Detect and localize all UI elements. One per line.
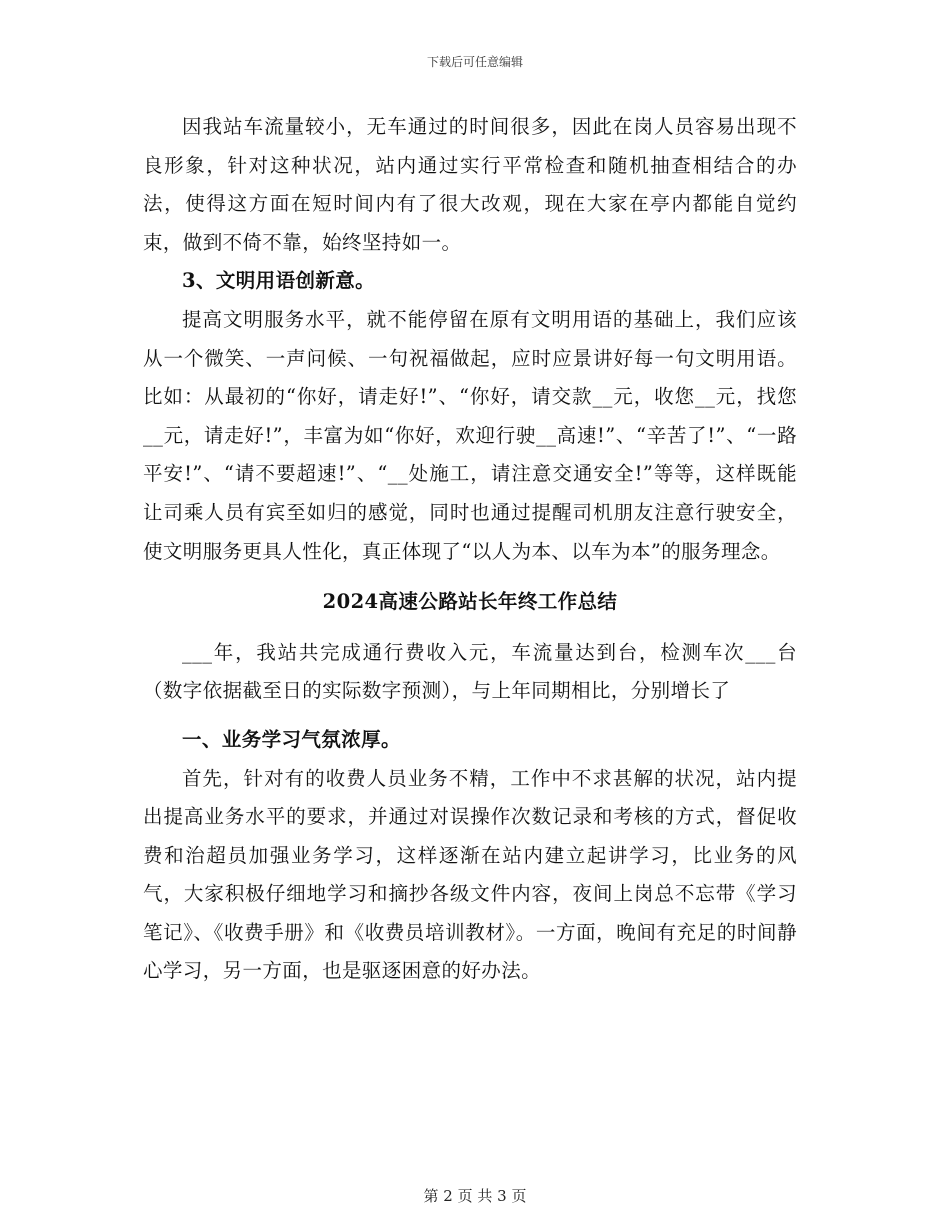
page-footer: 第 2 页 共 3 页 — [423, 1187, 527, 1205]
paragraph-annual-summary: ___年，我站共完成通行费收入元，车流量达到台，检测车次___台（数字依据截至日的实际数字预测），与上年同期相比，分别增长了 — [143, 640, 797, 703]
document-title: 2024高速公路站长年终工作总结 — [322, 590, 618, 614]
section-heading-business-study: 一、业务学习气氛浓厚。 — [182, 727, 401, 751]
document-body — [143, 108, 797, 991]
paragraph-business-study: 首先，针对有的收费人员业务不精，工作中不求甚解的状况，站内提出提高业务水平的要求，并通过对误操作次数记录和考核的方式，督促收费和治超员加强业务学习，这样逐渐在站内建立起讲学习，比业务的风气，大家积极仔细地学习和摘抄各级文件内容，夜间上岗总不忘带《学习笔记》、《收费手册》和《收费员培训教材》。一方面，晚间有充足的时间静心学习，另一方面，也是驱逐困意的好办法。 — [143, 766, 797, 983]
paragraph-station-appearance: 因我站车流量较小，无车通过的时间很多，因此在岗人员容易出现不良形象，针对这种状况，站内通过实行平常检查和随机抽查相结合的办法，使得这方面在短时间内有了很大改观，现在大家在亭内都能自觉约束，做到不倚不靠，始终坚持如一。 — [143, 115, 797, 254]
section-heading-civilized-language: 3、文明用语创新意。 — [182, 269, 376, 293]
page-header: 下载后可任意编辑 — [426, 55, 523, 69]
paragraph-civilized-language: 提高文明服务水平，就不能停留在原有文明用语的基础上，我们应该从一个微笑、一声问候、一句祝福做起，应时应景讲好每一句文明用语。比如：从最初的“你好，请走好!”、“你好，请交款__元，收您__元，找您__元，请走好!”，丰富为如“你好，欢迎行驶__高速!”、“辛苦了!”、“一路平安!”、“请不要超速!”、“__处施工，请注意交通安全!”等等，这样既能让司乘人员有宾至如归的感觉，同时也通过提醒司机朋友注意行驶安全，使文明服务更具人性化，真正体现了“以人为本、以车为本”的服务理念。 — [143, 307, 797, 563]
